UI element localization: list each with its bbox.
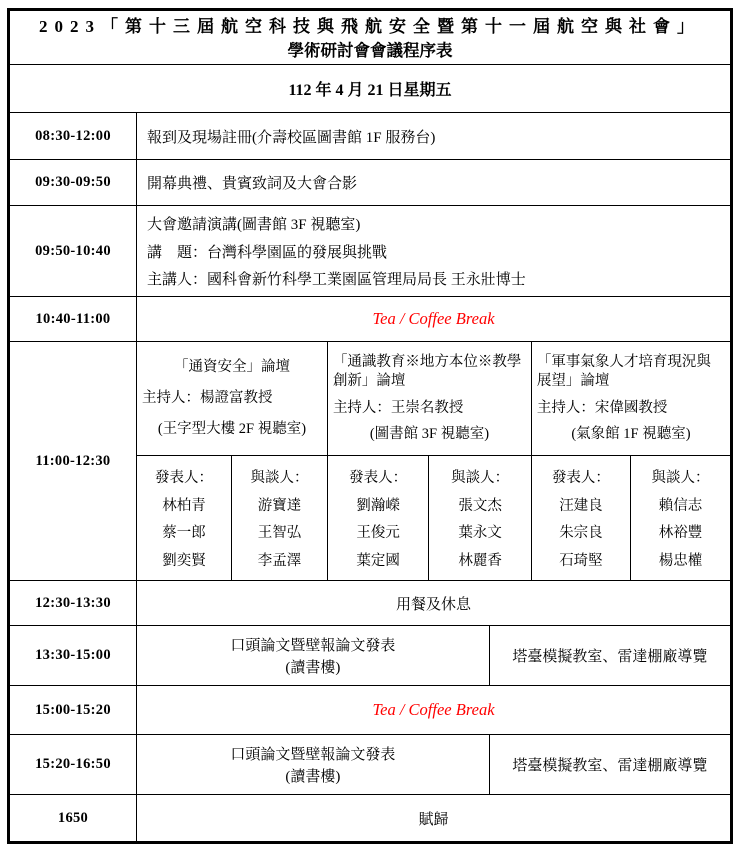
date-heading: 112 年 4 月 21 日星期五 — [288, 82, 452, 99]
session-2-tour: 塔臺模擬教室、雷達棚廠導覽 — [512, 758, 708, 774]
forum-military-meteorology — [532, 342, 730, 580]
tea-break-1-time: 10:40-11:00 — [10, 297, 137, 341]
forum-1-discussants-column — [232, 456, 327, 580]
tea-break-2-row — [10, 686, 730, 735]
page-title-line1: 2023「第十三屆航空科技與飛航安全暨第十一屆航空與社會」 — [39, 17, 701, 37]
presenters-label: 發表人： — [154, 470, 213, 487]
forum-3-presenters-column — [532, 456, 631, 580]
tea-break-2-label: Tea / Coffee Break — [372, 700, 495, 719]
forum-3-discussants-column — [631, 456, 730, 580]
presenter-name: 王俊元 — [356, 525, 400, 542]
presenter-name: 葉定國 — [356, 552, 400, 569]
discussant-name: 張文杰 — [458, 497, 502, 514]
discussant-name: 楊忠權 — [658, 552, 703, 569]
forum-1-presenters-column — [137, 456, 232, 580]
registration-activity: 報到及現場註冊(介壽校區圖書館 1F 服務台) — [147, 129, 436, 146]
forum-1-venue: (王字型大樓 2F 視聽室) — [157, 420, 307, 437]
keynote-row — [10, 206, 730, 297]
forum-2-presenters-column — [328, 456, 429, 580]
discussant-name: 林麗香 — [458, 552, 502, 569]
session-1-tour: 塔臺模擬教室、雷達棚廠導覽 — [512, 649, 708, 665]
presenter-name: 石琦堅 — [559, 552, 603, 569]
conference-schedule-table — [7, 8, 733, 844]
forums-time: 11:00-12:30 — [10, 342, 137, 580]
session-2-paper-presentation — [137, 735, 490, 794]
session-1-paper-presentation — [137, 626, 490, 685]
discussant-name: 賴信志 — [658, 497, 703, 514]
forum-3-host: 主持人：宋偉國教授 — [536, 399, 668, 416]
forum-3-title: 「軍事氣象人才培育現況與展望」論壇 — [536, 353, 711, 390]
presenter-name: 汪建良 — [559, 497, 603, 514]
date-row — [10, 65, 730, 113]
afternoon-session-1-row — [10, 626, 730, 686]
closing-row — [10, 795, 730, 841]
presenter-name: 劉奕賢 — [162, 552, 206, 569]
tea-break-2-time: 15:00-15:20 — [10, 686, 137, 734]
session-1-paper-venue: (讀書樓) — [285, 660, 341, 677]
discussant-name: 李孟澤 — [257, 552, 302, 569]
keynote-speaker: 主講人：國科會新竹科學工業園區管理局局長 王永壯博士 — [147, 272, 526, 289]
keynote-topic: 講 題：台灣科學園區的發展與挑戰 — [147, 244, 388, 261]
page-title-line2: 學術研討會會議程序表 — [287, 40, 453, 60]
forum-2-title: 「通識教育※地方本位※教學創新」論壇 — [332, 353, 522, 390]
tea-break-1-label: Tea / Coffee Break — [372, 309, 495, 328]
opening-activity: 開幕典禮、貴賓致詞及大會合影 — [147, 176, 358, 192]
closing-activity: 賦歸 — [418, 811, 449, 828]
registration-row — [10, 113, 730, 160]
presenter-name: 蔡一郎 — [162, 525, 206, 542]
session-2-paper-line1: 口頭論文暨壁報論文發表 — [230, 746, 396, 763]
discussants-label: 與談人： — [451, 470, 510, 487]
keynote-time: 09:50-10:40 — [10, 206, 137, 296]
discussants-label: 與談人： — [250, 470, 309, 487]
opening-row — [10, 160, 730, 206]
forum-2-discussants-column — [429, 456, 530, 580]
tea-break-1-row — [10, 297, 730, 342]
lunch-time: 12:30-13:30 — [10, 581, 137, 625]
afternoon-session-2-row — [10, 735, 730, 795]
session-1-paper-line1: 口頭論文暨壁報論文發表 — [230, 637, 396, 654]
lunch-row — [10, 581, 730, 626]
forum-info-security — [137, 342, 328, 580]
presenter-name: 劉瀚嶸 — [356, 497, 400, 514]
opening-time: 09:30-09:50 — [10, 160, 137, 205]
presenters-label: 發表人： — [349, 470, 408, 487]
keynote-venue: 大會邀請演講(圖書館 3F 視聽室) — [147, 216, 361, 233]
forum-1-host: 主持人：楊證富教授 — [142, 389, 273, 406]
presenter-name: 朱宗良 — [559, 525, 603, 542]
registration-time: 08:30-12:00 — [10, 113, 137, 159]
lunch-activity: 用餐及休息 — [395, 596, 471, 613]
discussant-name: 王智弘 — [257, 525, 302, 542]
forums-row — [10, 342, 730, 581]
presenters-label: 發表人： — [551, 470, 610, 487]
session-2-time: 15:20-16:50 — [10, 735, 137, 794]
presenter-name: 林柏青 — [162, 497, 206, 514]
session-2-paper-venue: (讀書樓) — [285, 769, 341, 786]
discussants-label: 與談人： — [651, 470, 710, 487]
discussant-name: 葉永文 — [458, 525, 502, 542]
discussant-name: 游寶達 — [257, 497, 302, 514]
discussant-name: 林裕豐 — [658, 525, 703, 542]
forum-general-education — [328, 342, 532, 580]
closing-time: 1650 — [10, 795, 137, 841]
forum-1-title: 「通資安全」論壇 — [173, 358, 290, 375]
forum-2-venue: (圖書館 3F 視聽室) — [369, 425, 490, 442]
forum-3-venue: (氣象館 1F 視聽室) — [571, 425, 691, 442]
forum-2-host: 主持人：王崇名教授 — [332, 399, 464, 416]
title-row — [10, 11, 730, 65]
session-1-time: 13:30-15:00 — [10, 626, 137, 685]
